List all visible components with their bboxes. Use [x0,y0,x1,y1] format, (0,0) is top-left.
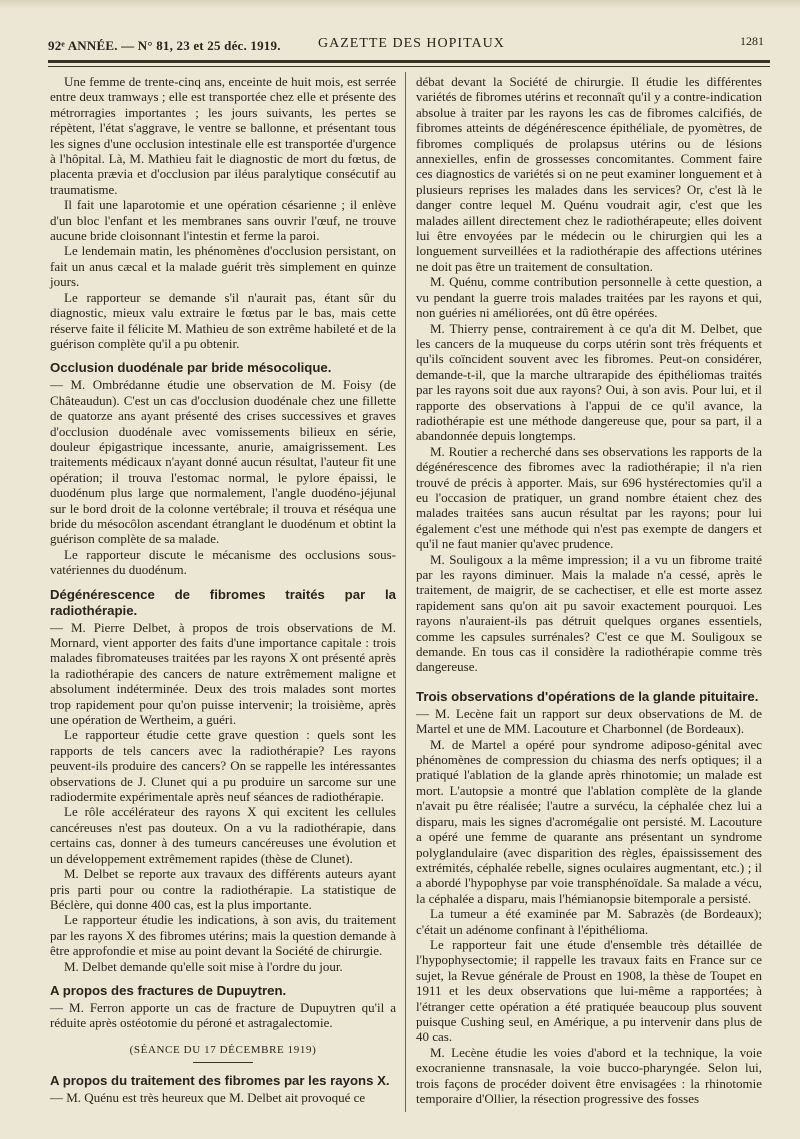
paragraph: Le lendemain matin, les phénomènes d'occlusion persistant, on fait un anus cæcal et la malade guérit très simplement en quinze jours. [50,243,396,290]
paragraph: — M. Lecène fait un rapport sur deux observations de M. de Martel et une de MM. Lacouture et Charbonnel (de Bordeaux). [416,705,762,737]
header-rule-thin [48,66,770,67]
paragraph: Le rapporteur étudie cette grave question : quels sont les rapports de tels cancers avec la radiothérapie? Les rayons peuvent-ils produire des cancers? On se rappelle les intéressantes observations de J. Clunet qui a pu produire un sarcome sur une radiodermite expérimentale après neuf séances de radiothérapie. [50,727,396,805]
session-rule [193,1062,253,1063]
paragraph: M. Quénu, comme contribution personnelle à cette question, a vu pendant la guerre trois malades traitées par les rayons et qui, non guéries ni améliorées, ont dû être opérées. [416,274,762,321]
page-number: 1281 [740,34,764,48]
section-heading: Trois observations d'opérations de la glande pituitaire. [416,688,759,704]
section-heading: Occlusion duodénale par bride mésocolique. [50,360,332,376]
paragraph: débat devant la Société de chirurgie. Il étudie les différentes variétés de fibromes utérins et reconnaît qu'il y a contre-indication absolue à traiter par les rayons les cas de fibromes calcifiés, de fibromes atteints de dégénérescence épithéliale, de pyomètres, de fibromes compliqués de prolapsus utérins ou de lésions annexielles, enfin de grossesses concomitantes. Comment faire ces diagnostics de variétés si on ne peut examiner longuement et à plusieurs reprises les malades dans les services? Or, c'est là le danger contre lequel M. Quénu voudrait agir, c'est que les malades aillent directement chez le radiothérapeute; elles doivent lui être envoyées par le médecin ou le chirurgien qui les a longuement surveillées et la radiothérapie des affections utérines ne doit pas être un traitement de consultation. [416,74,762,274]
paragraph: M. Routier a recherché dans ses observations les rapports de la dégénérescence des fibromes avec la radiothérapie; il n'a rien trouvé de précis à apporter. Mais, sur 696 hystérectomies qu'il a eu l'occasion de pratiquer, un grand nombre étaient chez des malades traitées sans aucun résultat par les rayons; pour lui également c'est une méthode qui n'est pas exempte de dangers et qu'il ne faut manier qu'avec prudence. [416,443,762,552]
paragraph: M. Lecène étudie les voies d'abord et la technique, la voie exocranienne transnasale, la voie bucco-pharyngée. Selon lui, trois façons de procéder doivent être envisagées : la rhinotomie temporaire d'Ollier, la résection progressive des fosses [416,1044,762,1106]
paragraph: M. Thierry pense, contrairement à ce qu'a dit M. Delbet, que les cancers de la muqueuse du corps utérin sont très fréquents et qu'ils coïncident souvent avec les fibromes. Peut-on considérer, demande-t-il, que la marche ultrarapide des épithéliomas traités par les rayons soit due aux rayons? Oui, à son avis. Pour lui, et il rapporte des observations à l'appui de ce qu'il avance, la radiothérapie est une méthode dangereuse que, pour sa part, il a abandonnée depuis longtemps. [416,320,762,444]
paragraph: Il fait une laparotomie et une opération césarienne ; il enlève d'un bloc l'enfant et les membranes sans ouvrir l'œuf, ne trouve aucune bride cloisonnant l'intestin et ferme la paroi. [50,197,396,244]
paragraph: Le rapporteur fait une étude d'ensemble très détaillée de l'hypophysectomie; il rappelle les travaux faits en France sur ce sujet, la Revue générale de Proust en 1908, la thèse de Toupet en 1911 et les deux observations que lui-même a rapportées; à l'étranger cette opération a été pratiquée beaucoup plus souvent puisque Cushing seul, en Amérique, a pu intervenir dans plus de 40 cas. [416,936,762,1045]
paragraph: Une femme de trente-cinq ans, enceinte de huit mois, est serrée entre deux tramways ; elle est transportée chez elle et présente des métrorragies importantes ; les jours suivants, les pertes se répètent, l'état s'aggrave, le ventre se ballonne, et présentant tous les signes d'une occlusion intestinale elle est transportée d'urgence à l'hôpital. Là, M. Mathieu fait le diagnostic de mort du fœtus, de placenta prævia et d'occlusion par iléus paralytique consécutif au traumatisme. [50,74,396,197]
issue-line: 92ᵉ ANNÉE. — N° 81, 23 et 25 déc. 1919. [48,38,281,53]
paragraph: — M. Ferron apporte un cas de fracture de Dupuytren qu'il a réduite après ostéotomie du péroné et astragalectomie. [50,999,396,1031]
section-heading: A propos du traitement des fibromes par les rayons X. [50,1073,390,1089]
page-header [48,34,770,56]
paragraph: — M. Pierre Delbet, à propos de trois observations de M. Mornard, vient apporter des faits d'une importance capitale : trois malades fibromateuses traitées par les rayons X ont présenté après la radiothérapie des cancers de nature extrêmement maligne et absolument indéterminée. Deux des trois malades sont mortes trop rapidement pour qu'on puisse intervenir; la troisième, après une opération de Wertheim, a guéri. [50,619,396,728]
paragraph: Le rapporteur discute le mécanisme des occlusions sous-vatériennes du duodénum. [50,546,396,578]
left-column [50,74,396,1106]
right-column [416,74,762,1106]
paragraph: M. Souligoux a la même impression; il a vu un fibrome traité par les rayons diminuer. Mais la malade n'a cessé, après le traitement, de maigrir, de se cachectiser, et elle est morte assez rapidement sans qu'on ait pu savoir exactement pourquoi. Les rayons n'auraient-ils pas détruit quelques organes essentiels, comme les capsules surrénales? C'est ce que M. Souligoux se demande. En tous cas il considère la radiothérapie comme très dangereuse. [416,551,762,675]
paragraph: M. Delbet se reporte aux travaux des différents auteurs ayant pris parti pour ou contre la radiothérapie. La statistique de Béclère, qui donne 400 cas, est la plus importante. [50,866,396,912]
paragraph: — M. Ombrédanne étudie une observation de M. Foisy (de Châteaudun). C'est un cas d'occlusion duodénale chez une fillette de quatorze ans ayant présenté des crises successives et graves d'occlusion duodénale avec vomissements bilieux en série, douleur épigastrique incessante, anurie, amaigrissement. Les traitements médicaux n'ayant donné aucun résultat, l'auteur fit une opération; il trouva l'estomac normal, le pylore épaissi, le duodénum plus large que normalement, l'angle duodéno-jéjunal sur le bord droit de la colonne vertébrale; il trouva et réséqua une bride du mésocôlon ascendant étranglant le duodénum et obtint la guérison complète de sa malade. [50,377,396,547]
journal-title: GAZETTE DES HOPITAUX [318,36,505,51]
paragraph: Le rapporteur étudie les indications, à son avis, du traitement par les rayons X des fibromes utérins; mais la question demande à être approfondie et mise au point devant la Société de chirurgie. [50,912,396,959]
paragraph: — M. Quénu est très heureux que M. Delbet ait provoqué ce [50,1090,366,1106]
header-rule-thick [48,60,770,63]
paragraph: M. de Martel a opéré pour syndrome adiposo-génital avec phénomènes de compression du chiasma des nerfs optiques; il a pratiqué l'ablation de la glande après rhinotomie; un malade est mort. L'autopsie a montré que l'ablation complète de la glande n'avait pu être réalisée; l'autre a survécu, la céphalée chez lui a disparu, mais les signes d'acromégalie ont persisté. M. Lacouture a opéré une femme de quarante ans présentant un syndrome polyglandulaire (avec disparition des règles, épaississement des extrémités, céphalée rebelle, signes oculaires augmentant, etc.) ; il a abordé l'hypophyse par voie transphénoïdale. Sa malade a vécu, la céphalée a disparu, mais l'hémianopsie bitemporale a persisté. [416,736,762,906]
paragraph: Le rapporteur se demande s'il n'aurait pas, étant sûr du diagnostic, mieux valu extraire le fœtus par le bas, mais cette réserve faite il félicite M. Mathieu de son extrême habileté et de la guérison complète qu'il a pu obtenir. [50,289,396,351]
paragraph: Le rôle accélérateur des rayons X qui excitent les cellules cancéreuses n'est pas douteux. On a vu la radiothérapie, dans certains cas, donner à des tumeurs cancéreuses une évolution et un développement extrêmement rapides (thèse de Clunet). [50,804,396,866]
paragraph: La tumeur a été examinée par M. Sabrazès (de Bordeaux); c'était un adénome confinant à l'épithélioma. [416,906,762,937]
section-heading: Dégénérescence de fibromes traités par la radiothérapie. [50,586,396,618]
torn-top-edge [0,0,800,8]
paragraph: M. Delbet demande qu'elle soit mise à l'ordre du jour. [64,958,343,974]
section-heading: A propos des fractures de Dupuytren. [50,982,287,998]
column-divider [405,72,406,1112]
session-date: (SÉANCE DU 17 DÉCEMBRE 1919) [129,1043,317,1056]
